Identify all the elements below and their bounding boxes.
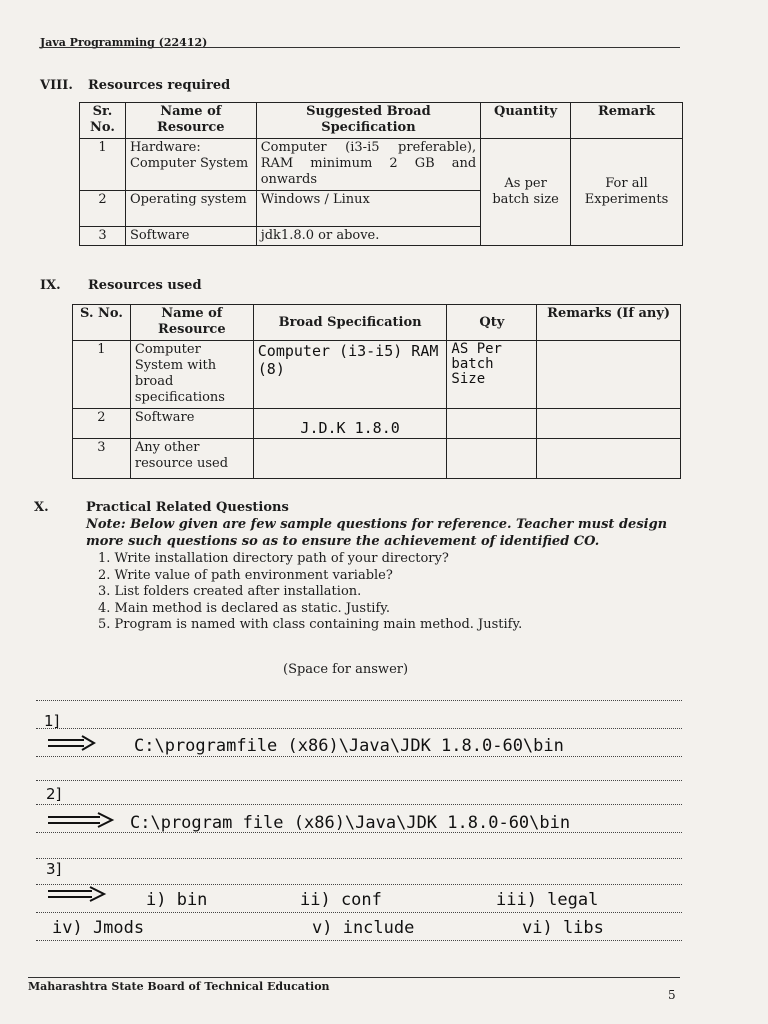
cell-qty xyxy=(447,409,537,439)
section10-title: Practical Related Questions xyxy=(86,500,289,515)
col-header: Qty xyxy=(447,305,537,341)
cell-remarks xyxy=(537,341,681,409)
space-for-answer-label: (Space for answer) xyxy=(283,662,409,677)
answer-line xyxy=(36,940,682,941)
page-number: 5 xyxy=(668,988,676,1002)
cell-no: 3 xyxy=(73,439,131,479)
col-header: Suggested Broad Specification xyxy=(256,103,480,139)
cell-name: Operating system xyxy=(125,191,256,227)
section10-note: Note: Below given are few sample questions for reference. Teacher must design more such questions so as to ensure the achievement of identified CO. xyxy=(86,517,668,549)
resources-required-table xyxy=(79,102,683,246)
arrow-icon xyxy=(46,810,116,834)
cell-spec xyxy=(253,439,447,479)
cell-qty-handwritten: AS Per batch Size xyxy=(447,341,537,409)
cell-remarks xyxy=(537,409,681,439)
footer-org: Maharashtra State Board of Technical Education xyxy=(28,980,330,993)
cell-no: 1 xyxy=(73,341,131,409)
cell-no: 2 xyxy=(73,409,131,439)
answer-line xyxy=(36,756,682,757)
cell-quantity: As per batch size xyxy=(481,139,571,246)
section8-title: Resources required xyxy=(88,78,231,93)
cell-no: 1 xyxy=(80,139,126,191)
resources-used-table xyxy=(72,304,681,479)
answer-line xyxy=(36,858,682,859)
question-item: 2. Write value of path environment variable? xyxy=(98,567,393,583)
col-header: Name of Resource xyxy=(130,305,253,341)
section9-number: IX. xyxy=(40,278,61,293)
cell-spec-handwritten: Computer (i3-i5) RAM (8) xyxy=(253,341,447,409)
answer3-item: vi) libs xyxy=(522,918,604,938)
cell-name: Computer System with broad specifications xyxy=(130,341,253,409)
col-header: S. No. xyxy=(73,305,131,341)
cell-no: 3 xyxy=(80,227,126,246)
answer3-item: iv) Jmods xyxy=(52,918,145,938)
arrow-icon xyxy=(46,733,98,757)
col-header: Remark xyxy=(571,103,683,139)
answer3-item: i) bin xyxy=(146,890,208,910)
section8-number: VIII. xyxy=(40,78,73,93)
answer2-text: C:\program file (x86)\Java\JDK 1.8.0-60\bin xyxy=(130,813,571,833)
answer-line xyxy=(36,728,682,729)
answer3-label: 3] xyxy=(46,860,62,878)
questions-list xyxy=(98,551,522,634)
cell-name: Software xyxy=(125,227,256,246)
question-item: 1. Write installation directory path of your directory? xyxy=(98,551,449,566)
question-item: 4. Main method is declared as static. Justify. xyxy=(98,600,391,616)
section9-title: Resources used xyxy=(88,278,202,293)
col-header: Broad Specification xyxy=(253,305,447,341)
col-header: Name of Resource xyxy=(125,103,256,139)
answer-line xyxy=(36,884,682,885)
page-header: Java Programming (22412) xyxy=(40,36,208,49)
cell-spec: Computer (i3-i5 preferable), RAM minimum 2 GB and onwards xyxy=(256,139,480,191)
cell-spec: jdk1.8.0 or above. xyxy=(256,227,480,246)
answer3-item: v) include xyxy=(312,918,415,938)
answer-line xyxy=(36,804,682,805)
answer1-text: C:\programfile (x86)\Java\JDK 1.8.0-60\bin xyxy=(134,736,564,756)
col-header: Sr. No. xyxy=(80,103,126,139)
col-header: Remarks (If any) xyxy=(537,305,681,341)
cell-name: Any other resource used xyxy=(130,439,253,479)
cell-remarks xyxy=(537,439,681,479)
header-divider xyxy=(40,47,680,48)
cell-remark: For all Experiments xyxy=(571,139,683,246)
answer3-item: ii) conf xyxy=(300,890,382,910)
col-header: Quantity xyxy=(481,103,571,139)
question-item: 5. Program is named with class containing main method. Justify. xyxy=(98,617,523,632)
section10-number: X. xyxy=(34,500,49,515)
answer1-label: 1] xyxy=(44,712,60,730)
cell-no: 2 xyxy=(80,191,126,227)
cell-spec: Windows / Linux xyxy=(256,191,480,227)
arrow-icon xyxy=(46,884,108,908)
answer-line xyxy=(36,700,682,701)
footer-divider xyxy=(28,977,680,978)
cell-name: Software xyxy=(130,409,253,439)
answer3-item: iii) legal xyxy=(496,890,599,910)
answer-line xyxy=(36,780,682,781)
cell-qty xyxy=(447,439,537,479)
cell-spec-handwritten: J.D.K 1.8.0 xyxy=(253,409,447,439)
answer-line xyxy=(36,912,682,913)
answer2-label: 2] xyxy=(46,785,62,803)
question-item: 3. List folders created after installation. xyxy=(98,584,362,599)
cell-name: Hardware: Computer System xyxy=(125,139,256,191)
